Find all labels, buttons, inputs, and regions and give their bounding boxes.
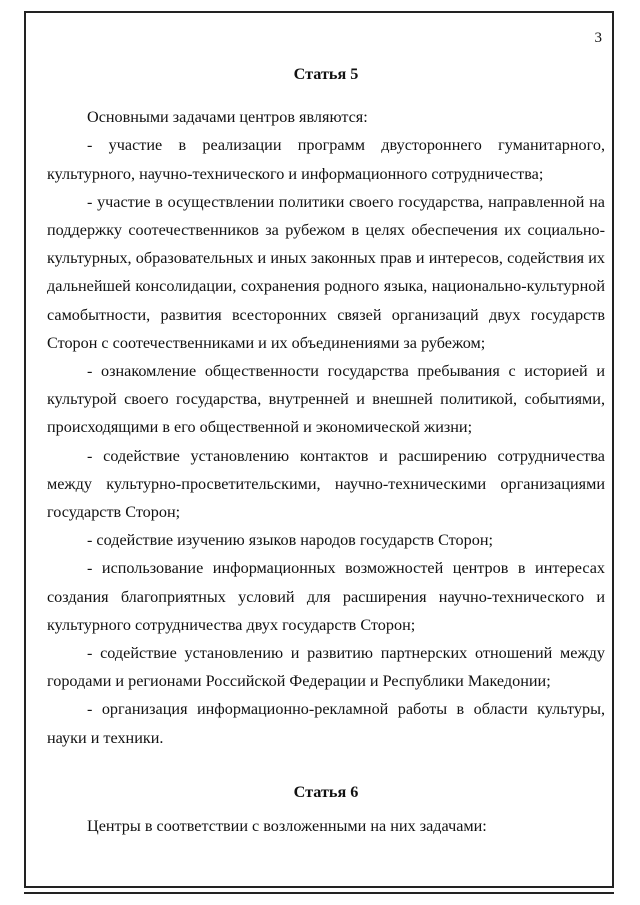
- page-number: 3: [594, 30, 602, 46]
- article-5-item: - ознакомление общественности государства пребывания с историей и культурой своего государства, внутренней и внешней политикой, событиями, происходящими в его общественной и экономической жизни;: [47, 362, 605, 437]
- article-5-item: - участие в реализации программ двустороннего гуманитарного, культурного, научно-технического и информационного сотрудничества;: [47, 136, 605, 183]
- page-border-bottom-rule: [24, 892, 614, 894]
- article-5-item: - организация информационно-рекламной работы в области культуры, науки и техники.: [47, 700, 605, 747]
- article-5-title: Статья 5: [293, 65, 359, 83]
- article-5-intro: Основными задачами центров являются:: [87, 108, 368, 127]
- article-6-title: Статья 6: [293, 782, 359, 801]
- document-body: [47, 60, 605, 840]
- article-5-item: - участие в осуществлении политики своего государства, направленной на поддержку соотечественников за рубежом в целях обеспечения их социально-культурных, образовательных и иных законных прав и интересов, содействия их дальнейшей консолидации, сохранения родного языка, национально-культурной самобытности, развития всесторонних связей организаций двух государств Сторон с соотечественниками и их объединениями за рубежом;: [47, 192, 605, 352]
- article-5-item: - содействие установлению контактов и расширению сотрудничества между культурно-просветительскими, научно-техническими организациями государств Сторон;: [47, 446, 605, 522]
- article-5-item: - содействие изучению языков народов государств Сторон;: [87, 531, 493, 550]
- article-5-item: - использование информационных возможностей центров в интересах создания благоприятных условий для расширения научно-технического и культурного сотрудничества двух государств Сторон;: [47, 559, 605, 634]
- article-5-item: - содействие установлению и развитию партнерских отношений между городами и регионами Российской Федерации и Республики Македонии;: [47, 644, 605, 691]
- article-6-intro: Центры в соответствии с возложенными на них задачами:: [87, 817, 487, 836]
